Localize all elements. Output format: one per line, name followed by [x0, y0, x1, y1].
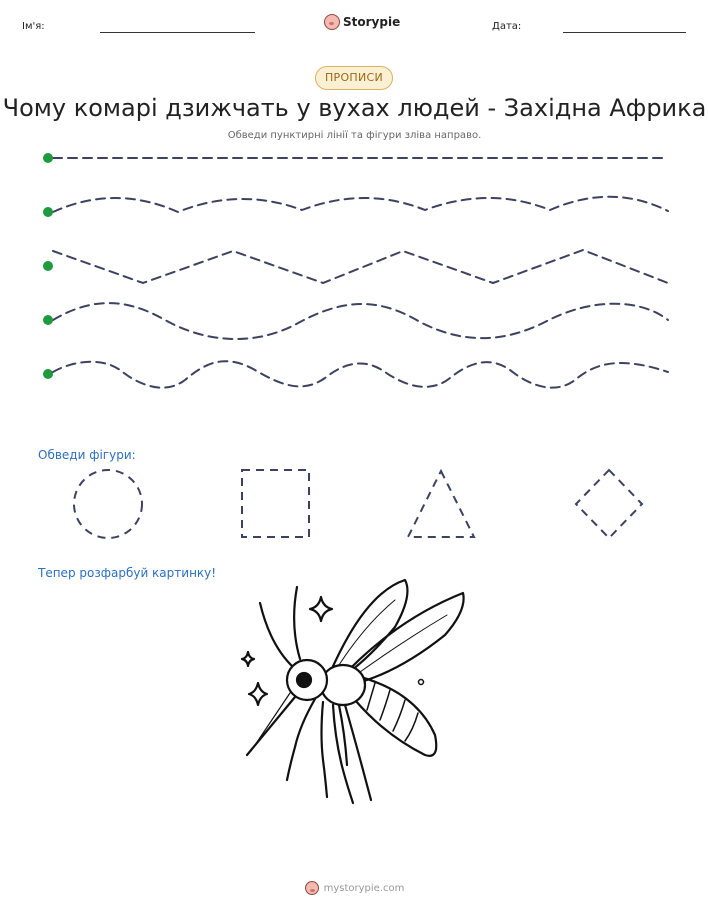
brand-name: Storypie — [343, 15, 401, 29]
eye — [297, 673, 311, 687]
worksheet-badge: ПРОПИСИ — [315, 66, 393, 90]
start-dot — [43, 369, 53, 379]
start-dot — [43, 153, 53, 163]
footer — [0, 881, 709, 895]
sparkle-icon — [242, 652, 254, 666]
trace-line-wave-3 — [53, 361, 668, 387]
start-dot — [43, 261, 53, 271]
tracing-shapes — [0, 460, 709, 550]
trace-triangle — [408, 471, 474, 537]
date-label: Дата: — [492, 21, 522, 32]
mosquito-picture — [235, 575, 475, 810]
trace-square — [242, 470, 309, 537]
coloring-label: Тепер розфарбуй картинку! — [38, 566, 217, 580]
thorax — [321, 665, 365, 705]
instructions: Обведи пунктирні лінії та фігури зліва направо. — [227, 130, 482, 141]
shapes-label: Обведи фігури: — [38, 448, 136, 462]
pig-logo-icon — [305, 881, 319, 895]
page-title: Чому комарі дзижчать у вухах людей - Західна Африка — [2, 94, 707, 122]
trace-circle — [74, 470, 142, 538]
tracing-lines — [0, 0, 709, 420]
trace-line-wave-1 — [53, 197, 668, 212]
start-dot — [43, 207, 53, 217]
trace-line-zigzag — [53, 250, 668, 283]
name-label: Ім'я: — [22, 21, 45, 32]
sparkle-icon — [249, 683, 267, 705]
small-bubble — [419, 680, 424, 685]
footer-site[interactable]: mystorypie.com — [323, 882, 405, 894]
trace-line-wave-2 — [53, 303, 668, 339]
sparkle-icon — [310, 597, 332, 621]
start-dot — [43, 315, 53, 325]
trace-diamond — [576, 470, 642, 538]
